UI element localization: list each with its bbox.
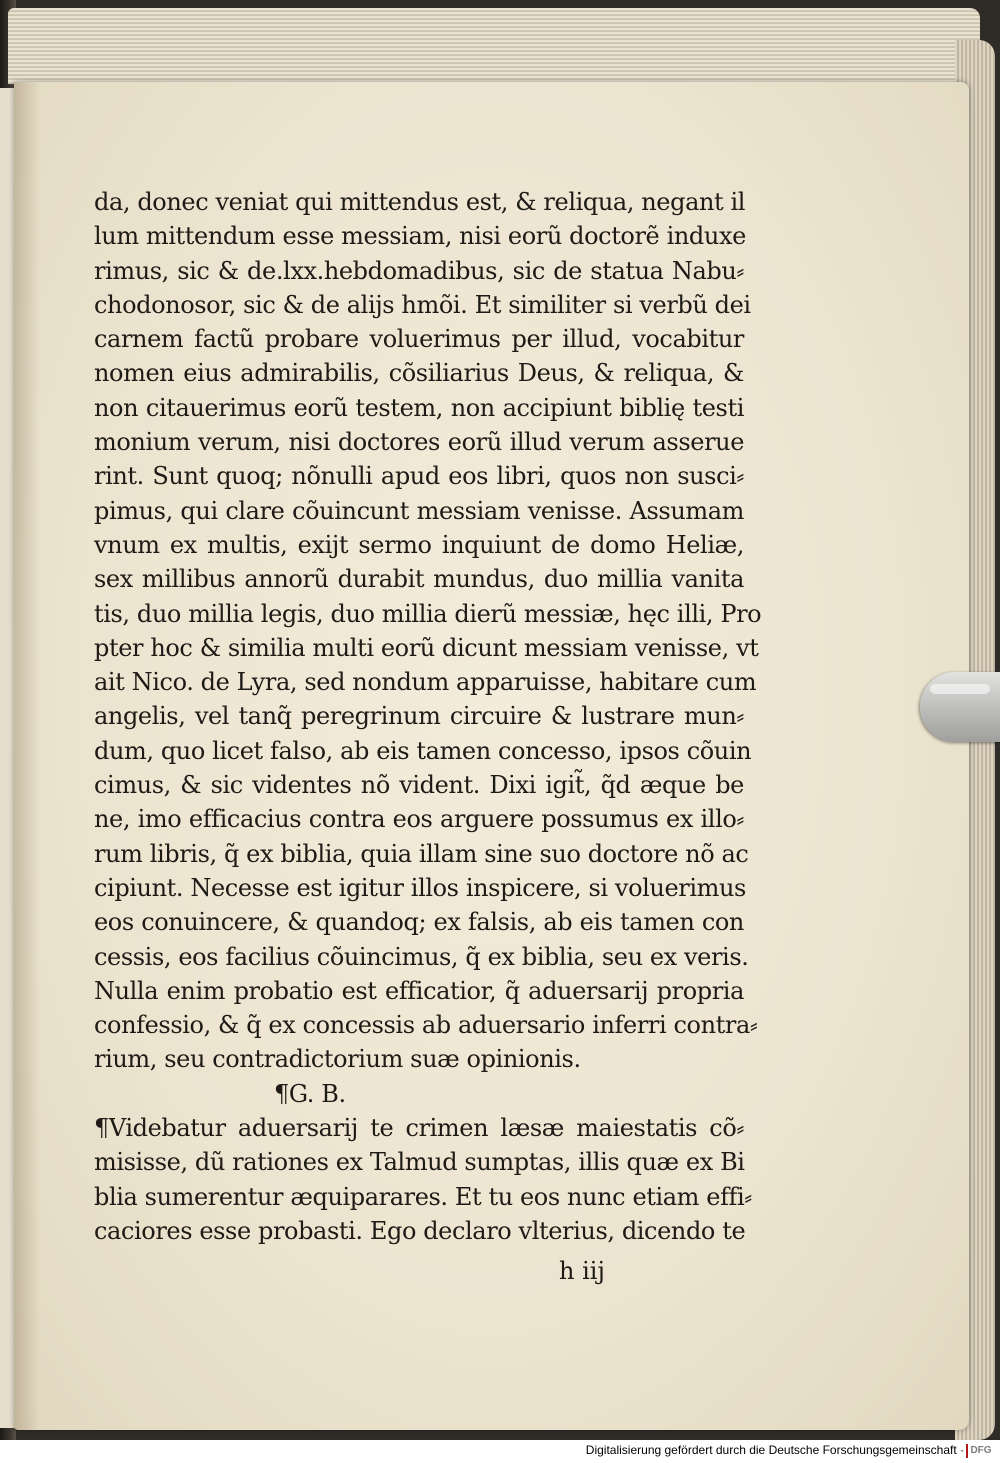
section-heading: ¶G. B. — [274, 1079, 346, 1108]
signature-mark: h iij — [559, 1257, 605, 1285]
text-line: caciores esse probasti. Ego declaro vlterius, dicendo te — [94, 1216, 746, 1245]
text-line: rint. Sunt quoq; nõnulli apud eos libri, quos non susci⸗ — [94, 462, 744, 491]
text-line: chodonosor, sic & de alijs hmõi. Et similiter si verbũ dei — [94, 290, 751, 319]
text-line: rium, seu contradictorium suæ opinionis. — [94, 1045, 581, 1074]
text-line: non citauerimus eorũ testem, non accipiunt biblię testi — [94, 393, 744, 422]
footer-credit: Digitalisierung gefördert durch die Deutsche Forschungsgemeinschaft · — [585, 1443, 964, 1457]
text-line: ne, imo efficacius contra eos arguere possumus ex illo⸗ — [94, 805, 744, 834]
text-line: ait Nico. de Lyra, sed nondum apparuisse, habitare cum — [94, 668, 757, 697]
text-line: blia sumerentur æquiparares. Et tu eos nunc etiam effi⸗ — [94, 1182, 752, 1211]
text-line: dum, quo licet falso, ab eis tamen concesso, ipsos cõuin — [94, 736, 752, 765]
text-line: nomen eius admirabilis, cõsiliarius Deus, & reliqua, & — [94, 359, 744, 388]
text-line: rum libris, q̃ ex biblia, quia illam sine suo doctore nõ ac — [94, 839, 749, 868]
text-line: tis, duo millia legis, duo millia dierũ messiæ, hęc illi, Pro — [94, 599, 762, 628]
text-line: cipiunt. Necesse est igitur illos inspicere, si voluerimus — [94, 873, 746, 902]
text-line: ¶Videbatur aduersarij te crimen læsæ maiestatis cõ⸗ — [94, 1114, 744, 1143]
footer-bar — [0, 1440, 1000, 1463]
page-edges-top — [8, 8, 980, 84]
text-line: cessis, eos facilius cõuincimus, q̃ ex biblia, seu ex veris. — [94, 942, 749, 971]
text-line: sex millibus annorũ durabit mundus, duo millia vanita — [94, 565, 744, 594]
text-line: rimus, sic & de.lxx.hebdomadibus, sic de statua Nabu⸗ — [94, 256, 744, 285]
text-line: da, donec veniat qui mittendus est, & reliqua, negant il — [94, 188, 746, 216]
text-line: pimus, qui clare cõuincunt messiam venisse. Assumam — [94, 496, 744, 525]
metal-clip — [920, 672, 1000, 742]
text-line: eos conuincere, & quandoq; ex falsis, ab eis tamen con — [94, 908, 744, 937]
text-line: angelis, vel tanq̃ peregrinum circuire & lustrare mun⸗ — [94, 702, 744, 731]
text-line: monium verum, nisi doctores eorũ illud verum asserue — [94, 428, 744, 457]
dfg-logo-icon: DFG — [966, 1444, 994, 1458]
text-line: carnem factũ probare voluerimus per illud, vocabitur — [94, 325, 744, 354]
text-line: Nulla enim probatio est efficatior, q̃ aduersarij propria — [94, 976, 744, 1005]
text-block — [94, 185, 762, 1248]
page-leaf — [14, 82, 969, 1430]
text-line: vnum ex multis, exijt sermo inquiunt de domo Heliæ, — [94, 530, 744, 559]
text-line: misisse, dũ rationes ex Talmud sumptas, illis quæ ex Bi — [94, 1148, 745, 1177]
text-line: pter hoc & similia multi eorũ dicunt messiam venisse, vt — [94, 633, 759, 662]
text-line: cimus, & sic videntes nõ vident. Dixi igit̃, q̃d æque be — [94, 771, 744, 800]
text-line: confessio, & q̃ ex concessis ab aduersario inferri contra⸗ — [94, 1011, 758, 1040]
text-line: lum mittendum esse messiam, nisi eorũ doctorẽ induxe — [94, 222, 746, 251]
